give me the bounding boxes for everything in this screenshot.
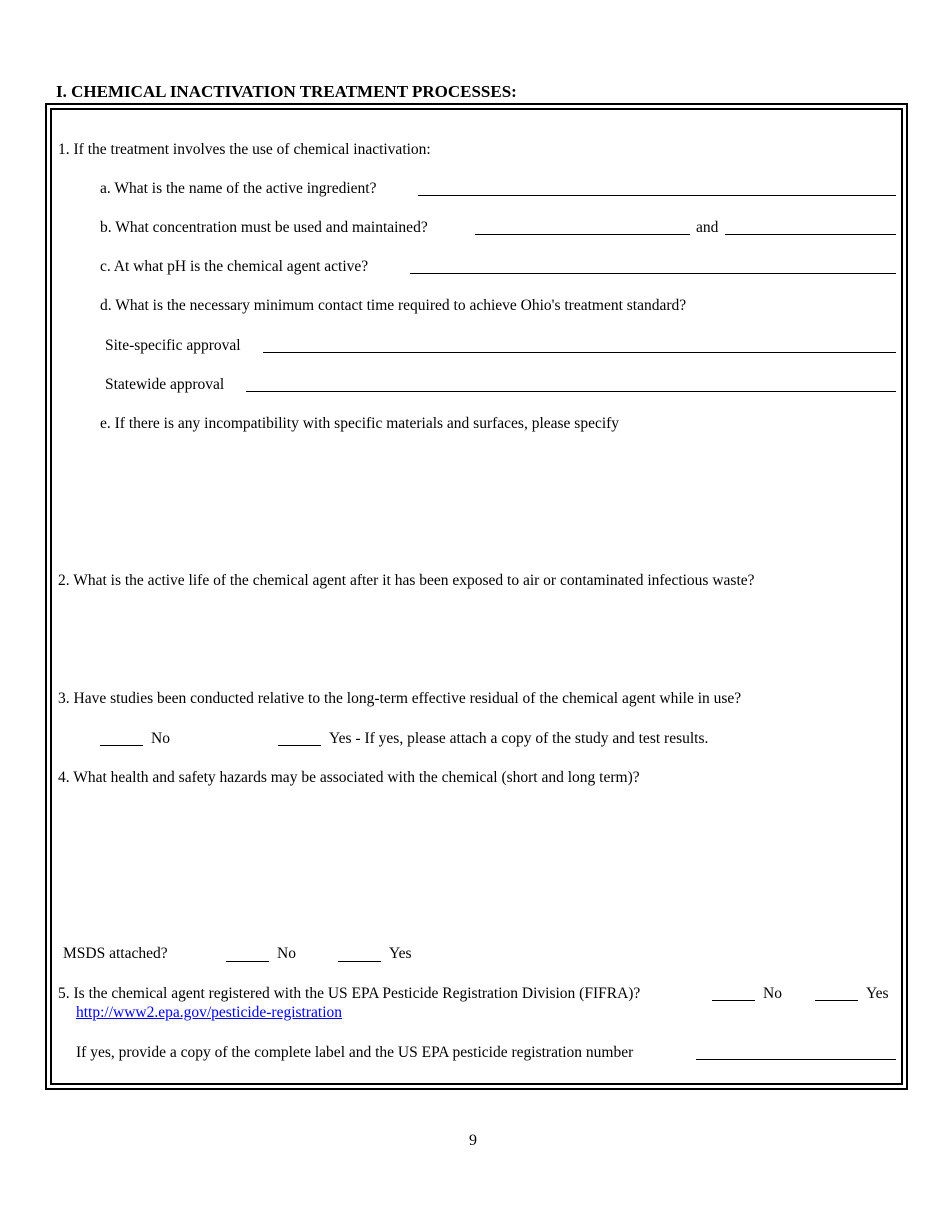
- q3-no-blank[interactable]: [100, 745, 143, 746]
- statewide-label: Statewide approval: [105, 376, 225, 393]
- msds-yes-label: Yes: [389, 945, 412, 962]
- q1c-answer-line[interactable]: [410, 273, 896, 274]
- q1b-and: and: [696, 219, 719, 236]
- q1b-answer-line-2[interactable]: [725, 234, 896, 235]
- q3-no-label: No: [151, 730, 170, 747]
- q1b-label: b. What concentration must be used and maintained?: [100, 219, 428, 236]
- q3-yes-label: Yes - If yes, please attach a copy of the study and test results.: [329, 730, 709, 747]
- form-box-inner-border: [50, 108, 903, 1085]
- q1-intro: 1. If the treatment involves the use of chemical inactivation:: [58, 141, 431, 158]
- q5-label: 5. Is the chemical agent registered with the US EPA Pesticide Registration Division (FIFRA)?: [58, 985, 641, 1002]
- site-specific-answer-line[interactable]: [263, 352, 896, 353]
- q1b-answer-line-1[interactable]: [475, 234, 690, 235]
- q3-yes-blank[interactable]: [278, 745, 321, 746]
- q1a-answer-line[interactable]: [418, 195, 896, 196]
- q3-label: 3. Have studies been conducted relative to the long-term effective residual of the chemical agent while in use?: [58, 690, 742, 707]
- q5-no-blank[interactable]: [712, 1000, 755, 1001]
- q5-yes-label: Yes: [866, 985, 889, 1002]
- q1c-label: c. At what pH is the chemical agent active?: [100, 258, 369, 275]
- q5-followup-label: If yes, provide a copy of the complete label and the US EPA pesticide registration number: [76, 1044, 634, 1061]
- q5-no-label: No: [763, 985, 782, 1002]
- q5-yes-blank[interactable]: [815, 1000, 858, 1001]
- msds-no-blank[interactable]: [226, 961, 269, 962]
- q1a-label: a. What is the name of the active ingredient?: [100, 180, 377, 197]
- section-title: I. CHEMICAL INACTIVATION TREATMENT PROCESSES:: [56, 82, 517, 101]
- site-specific-label: Site-specific approval: [105, 337, 241, 354]
- msds-no-label: No: [277, 945, 296, 962]
- q1d-label: d. What is the necessary minimum contact time required to achieve Ohio's treatment standard?: [100, 297, 687, 314]
- epa-pesticide-link[interactable]: http://www2.epa.gov/pesticide-registration: [76, 1004, 343, 1021]
- msds-label: MSDS attached?: [63, 945, 168, 962]
- q1e-label: e. If there is any incompatibility with specific materials and surfaces, please specify: [100, 415, 620, 432]
- statewide-answer-line[interactable]: [246, 391, 896, 392]
- page-number: 9: [469, 1132, 477, 1149]
- q2-label: 2. What is the active life of the chemical agent after it has been exposed to air or contaminated infectious waste?: [58, 572, 755, 589]
- q5-registration-number-line[interactable]: [696, 1059, 896, 1060]
- msds-yes-blank[interactable]: [338, 961, 381, 962]
- q4-label: 4. What health and safety hazards may be associated with the chemical (short and long term)?: [58, 769, 640, 786]
